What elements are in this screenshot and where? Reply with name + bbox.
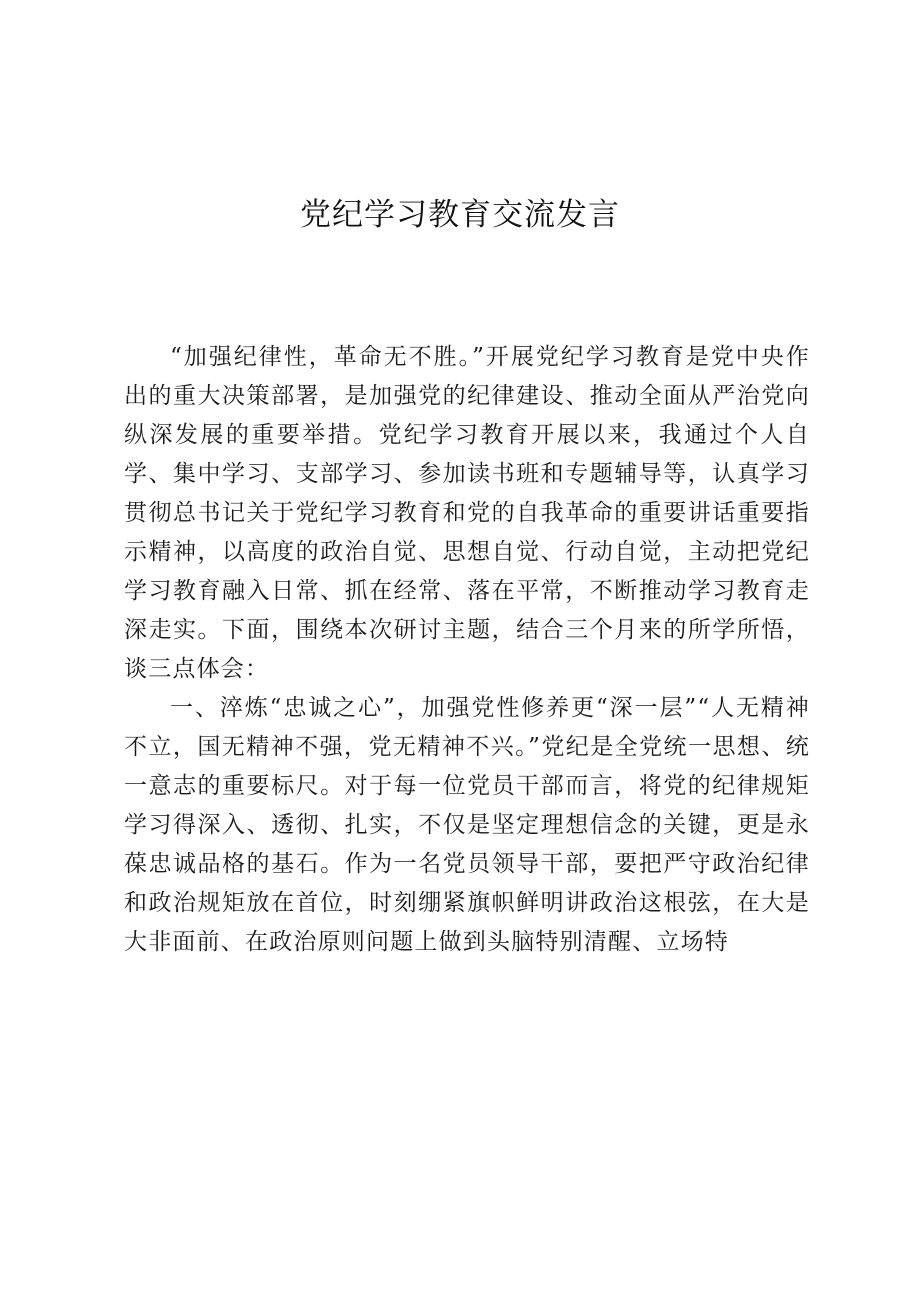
paragraph-intro: “加强纪律性，革命无不胜。”开展党纪学习教育是党中央作出的重大决策部署，是加强党的纪律建设、推动全面从严治党向纵深发展的重要举措。党纪学习教育开展以来，我通过个人自学、集中学习、支部学习、参加读书班和专题辅导等，认真学习贯彻总书记关于党纪学习教育和党的自我革命的重要讲话重要指示精神，以高度的政治自觉、思想自觉、行动自觉，主动把党纪学习教育融入日常、抓在经常、落在平常，不断推动学习教育走深走实。下面，围绕本次研讨主题，结合三个月来的所学所悟，谈三点体会： xyxy=(124,344,810,682)
document-body xyxy=(124,338,810,962)
paragraph-section-one: 一、淬炼“忠诚之心”，加强党性修养更“深一层”“人无精神不立，国无精神不强，党无精神不兴。”党纪是全党统一思想、统一意志的重要标尺。对于每一位党员干部而言，将党的纪律规矩学习得深入、透彻、扎实，不仅是坚定理想信念的关键，更是永葆忠诚品格的基石。作为一名党员领导干部，要把严守政治纪律和政治规矩放在首位，时刻绷紧旗帜鲜明讲政治这根弦，在大是大非面前、在政治原则问题上做到头脑特别清醒、立场特 xyxy=(124,695,810,955)
document-title: 党纪学习教育交流发言 xyxy=(300,197,620,233)
